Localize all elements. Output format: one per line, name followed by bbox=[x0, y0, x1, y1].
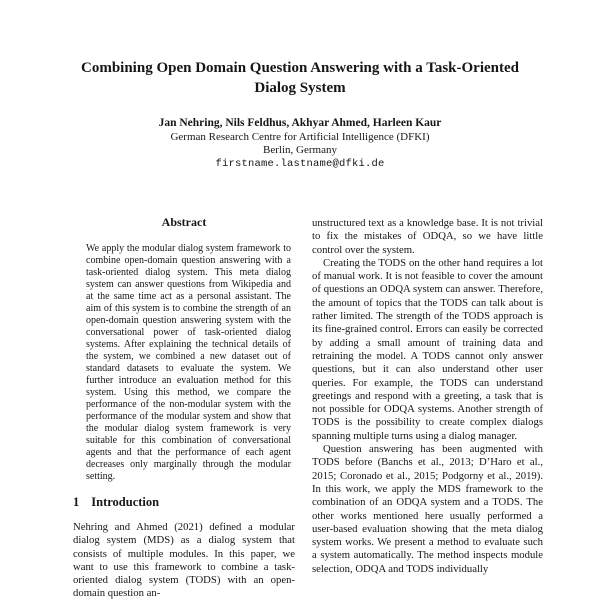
abstract-heading: Abstract bbox=[161, 215, 207, 229]
body-paragraph: unstructured text as a knowledge base. It is not trivial to fix the mistakes of ODQA, so we have little control over the system. bbox=[312, 217, 543, 256]
paper-header bbox=[0, 58, 600, 171]
right-column bbox=[312, 217, 543, 576]
location-line: Berlin, Germany bbox=[263, 144, 337, 156]
abstract-text: We apply the modular dialog system framework to combine open-domain question answering with a task-oriented dialog system. This meta dialog system can answer questions from Wikipedia and at the same time act as a personal assistant. The aim of this system is to combine the strength of an open-domain question answering system with the conversational power of task-oriented dialog systems. After explaining the technical details of the system, we combined a new dataset out of standard datasets to evaluate the system. We further introduce an evaluation method for this system. Using this method, we compare the performance of the non-modular system with the performance of the modular system and show that the modular dialog system framework is very suitable for this combination of conversational agents and that the performance of each agent decreases only marginally through the modular setting. bbox=[86, 243, 291, 482]
section-heading-introduction bbox=[73, 495, 295, 510]
body-paragraph: Creating the TODS on the other hand requires a lot of manual work. It is not feasible to cover the amount of questions an ODQA system can answer. Therefore, the amount of topics that the TODS can talk about is rather limited. The strength of the TODS approach is its fine-grained control. Errors can easily be corrected by adding a small amount of training data and retraining the model. A TODS cannot only answer questions, but it can also understand other user queries. For example, the TODS can understand greetings and respond with a greeting, a task that is not possible for ODQA systems. Another strength of TODS is the possibility to create complex dialogs spanning multiple turns using a dialog manager. bbox=[312, 256, 543, 442]
left-column bbox=[73, 215, 295, 601]
authors-line: Jan Nehring, Nils Feldhus, Akhyar Ahmed, Harleen Kaur bbox=[158, 117, 442, 129]
introduction-paragraph: Nehring and Ahmed (2021) defined a modular dialog system (MDS) as a dialog system that consists of multiple modules. In this paper, we want to use this framework to combine a task-oriented dialog system (TODS) with an open-domain question an- bbox=[73, 521, 295, 600]
paper-title: Combining Open Domain Question Answering with a Task-Oriented Dialog System bbox=[81, 60, 519, 96]
section-title: Introduction bbox=[91, 495, 160, 509]
body-paragraph: Question answering has been augmented with TODS before (Banchs et al., 2013; D’Haro et al., 2015; Coronado et al., 2015; Podgorny et al., 2019). In this work, we apply the MDS framework to the combination of an ODQA system and a TODS. The other works mentioned here usually performed a user-based evaluation showing that the meta dialog system works. We present a method to evaluate such a system automatically. The method inspects module selection, ODQA and TODS individually bbox=[312, 443, 543, 575]
affiliation-line: German Research Centre for Artificial Intelligence (DFKI) bbox=[170, 130, 430, 143]
section-number: 1 bbox=[73, 495, 80, 509]
email-line: firstname.lastname@dfki.de bbox=[215, 157, 385, 170]
